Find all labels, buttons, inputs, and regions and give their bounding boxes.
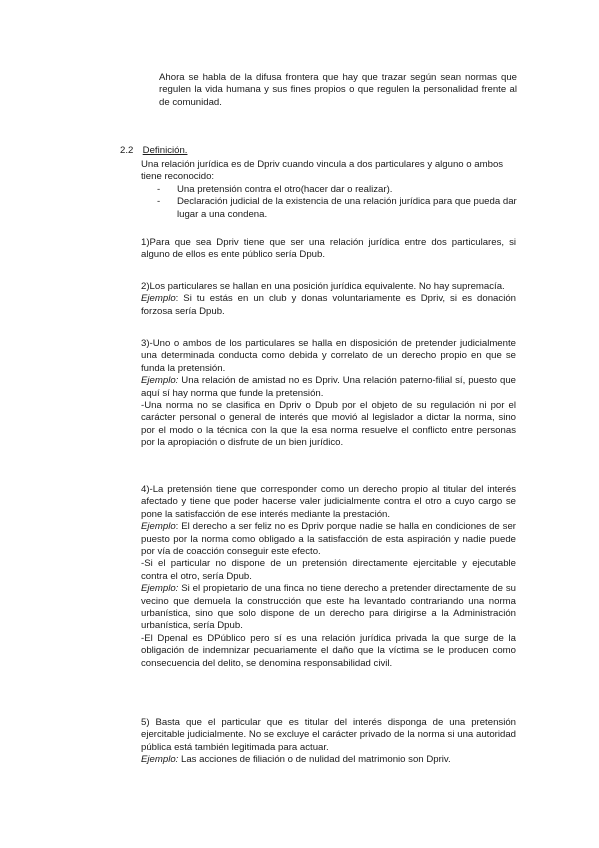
example-label: Ejemplo: <box>141 754 179 766</box>
paragraph-3-text: 3)-Uno o ambos de los particulares se halla en disposición de pretender judicialmente una determinada conducta como debida y correlato de un derecho propio en que se funda la pretensión. <box>141 338 516 374</box>
example-text: Las acciones de filiación o de nulidad del matrimonio son Dpriv. <box>178 754 451 766</box>
section-intro <box>141 159 521 221</box>
intro-text: Ahora se habla de la difusa frontera que hay que trazar según sean normas que regulen la vida humana y sus fines propios o que regulen la personalidad frente al de comunidad. <box>159 72 517 108</box>
paragraph-5 <box>141 717 516 767</box>
paragraph-4 <box>141 484 516 670</box>
paragraph-4-note-1: -Si el particular no dispone de un pretensión directamente ejercitable y ejecutable contra el otro, sería Dpub. <box>141 558 516 582</box>
example-text: Una relación de amistad no es Dpriv. Una relación paterno-filial sí, puesto que aquí sí hay norma que funde la pretensión. <box>141 375 516 399</box>
section-title: Definición. <box>142 145 188 156</box>
example-text: : El derecho a ser feliz no es Dpriv porque nadie se halla en condiciones de ser puesto por la norma como obligado a la satisfacción de esta aspiración y nadie puede por vía de coacción conseguir este efecto. <box>141 521 516 558</box>
example-label: Ejemplo: <box>141 375 179 387</box>
definition-list <box>141 184 521 221</box>
section-heading <box>120 145 520 157</box>
paragraph-5-text: 5) Basta que el particular que es titular del interés disponga de una pretensión ejercitable judicialmente. No se excluye el carácter privado de la norma si una autoridad pública está también legitimada para actuar. <box>141 717 516 753</box>
paragraph-2-text: 2)Los particulares se hallan en una posición jurídica equivalente. No hay supremacía. <box>141 281 505 292</box>
list-item <box>141 184 521 196</box>
paragraph-4-text: 4)-La pretensión tiene que corresponder como un derecho propio al titular del interés afectado y tiene que poder hacerse valer judicialmente contra el otro a cuyo cargo se pone la satisfacción de ese interés mediante la prestación. <box>141 484 516 520</box>
example-label: Ejemplo: <box>141 583 179 595</box>
example-label: Ejemplo <box>141 521 176 533</box>
section-intro-line: Una relación jurídica es de Dpriv cuando vincula a dos particulares y alguno o ambos tiene reconocido: <box>141 159 504 183</box>
example-text: : Si tu estás en un club y donas voluntariamente es Dpriv, si es donación forzosa sería Dpub. <box>141 293 516 317</box>
paragraph-3-example <box>141 375 516 400</box>
section-number: 2.2 <box>120 145 134 156</box>
bullet-dash: - <box>157 183 161 195</box>
paragraph-3-note: -Una norma no se clasifica en Dpriv o Dpub por el objeto de su regulación ni por el carácter personal o general de interés que movió al legislador a dictar la norma, sino por el modo o la técnica con la que la esa norma resuelve el conflicto entre personas por la apropiación o disfrute de un bien jurídico. <box>141 400 516 449</box>
example-label: Ejemplo <box>141 293 176 305</box>
intro-paragraph <box>159 72 517 109</box>
paragraph-2 <box>141 281 516 318</box>
paragraph-4-example-1 <box>141 521 516 558</box>
example-text: Si el propietario de una finca no tiene derecho a pretender directamente de su vecino que demuela la construcción que este ha levantado contrariando una norma urbanística, sino que solo dispone de un derecho para dirigirse a la Administración urbanística, sería Dpub. <box>141 583 516 632</box>
list-item <box>141 196 521 221</box>
paragraph-5-example <box>141 754 516 766</box>
paragraph-1 <box>141 237 516 262</box>
paragraph-4-example-2 <box>141 583 516 633</box>
paragraph-2-example <box>141 293 516 318</box>
list-item-text: Declaración judicial de la existencia de una relación jurídica para que pueda dar lugar a una condena. <box>177 196 517 220</box>
bullet-dash: - <box>157 196 161 208</box>
paragraph-3 <box>141 338 516 450</box>
paragraph-4-note-2: -El Dpenal es DPúblico pero sí es una relación jurídica privada la que surge de la obligación de indemnizar pecuariamente el daño que la víctima se le producen como consecuencia del delito, se denomina responsabilidad civil. <box>141 632 516 669</box>
paragraph-1-text: 1)Para que sea Dpriv tiene que ser una relación jurídica entre dos particulares, si alguno de ellos es ente público sería Dpub. <box>141 237 516 261</box>
list-item-text: Una pretensión contra el otro(hacer dar o realizar). <box>177 183 393 195</box>
